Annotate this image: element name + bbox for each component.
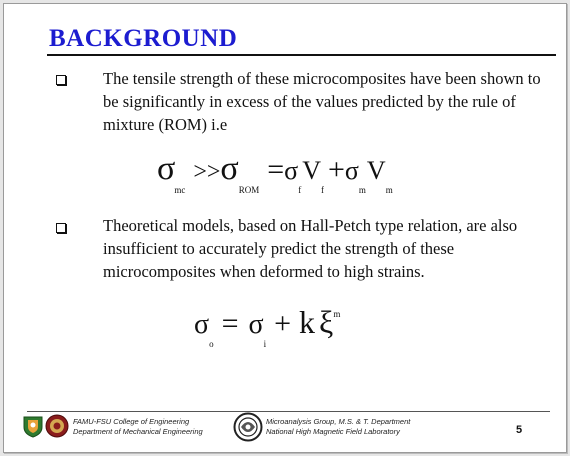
footer-divider xyxy=(27,411,550,412)
footer-college xyxy=(73,417,203,437)
eq1-sub-m2: m xyxy=(385,185,393,195)
footer-group-line1: Microanalysis Group, M.S. & T. Department xyxy=(266,417,411,426)
rom-equation xyxy=(157,150,393,195)
eq1-sub-f2: f xyxy=(320,185,324,195)
slide-title: BACKGROUND xyxy=(49,25,238,52)
eq2-sigma-i: σ xyxy=(248,309,264,340)
eq2-sup-m: m xyxy=(333,309,341,319)
eq2-plus: + xyxy=(274,307,292,340)
hall-petch-equation xyxy=(194,304,340,349)
nhmfl-logo-icon xyxy=(233,412,263,442)
bullet-2-text: Theoretical models, based on Hall-Petch type relation, are also insufficient to accurately predict the strength of these microcomposites when deformed to high strains. xyxy=(103,216,518,281)
eq1-sub-f: f xyxy=(298,185,302,195)
eq1-plus: + xyxy=(327,153,345,186)
page-number: 5 xyxy=(516,424,523,436)
fsu-seal-icon xyxy=(45,414,69,438)
eq2-sigma-o: σ xyxy=(194,309,210,340)
eq1-v-f: V xyxy=(302,156,321,185)
eq1-equals: = xyxy=(267,153,285,186)
slide xyxy=(3,3,567,453)
eq1-v-m: V xyxy=(366,156,386,185)
eq2-xi: ξ xyxy=(319,304,334,340)
eq1-much-greater: >> xyxy=(193,159,221,185)
bullet-2-icon xyxy=(56,223,66,233)
eq1-sigma-f: σ xyxy=(284,156,299,185)
footer-college-line1: FAMU-FSU College of Engineering xyxy=(73,417,190,426)
bullet-1-icon xyxy=(56,75,66,85)
eq1-sub-m: m xyxy=(358,185,366,195)
famu-seal-icon xyxy=(22,414,44,438)
eq2-equals: = xyxy=(221,307,239,340)
footer-group-line2: National High Magnetic Field Laboratory xyxy=(266,427,400,436)
eq1-sub-rom: ROM xyxy=(238,185,260,195)
eq1-sigma: σ xyxy=(157,150,176,187)
footer-college-line2: Department of Mechanical Engineering xyxy=(73,427,203,436)
eq2-sub-i: i xyxy=(263,339,267,349)
eq2-k: k xyxy=(299,304,316,340)
footer-group xyxy=(266,417,410,437)
eq1-sub-mc: mc xyxy=(174,185,186,195)
eq1-sigma-m: σ xyxy=(344,156,359,185)
bullet-1-text: The tensile strength of these microcomposites have been shown to be significantly in excess of the values predicted by the rule of mixture (ROM) i.e xyxy=(103,69,541,134)
eq2-sub-o: o xyxy=(209,339,214,349)
title-underline xyxy=(47,54,556,56)
eq1-sigma-rom: σ xyxy=(220,150,239,187)
